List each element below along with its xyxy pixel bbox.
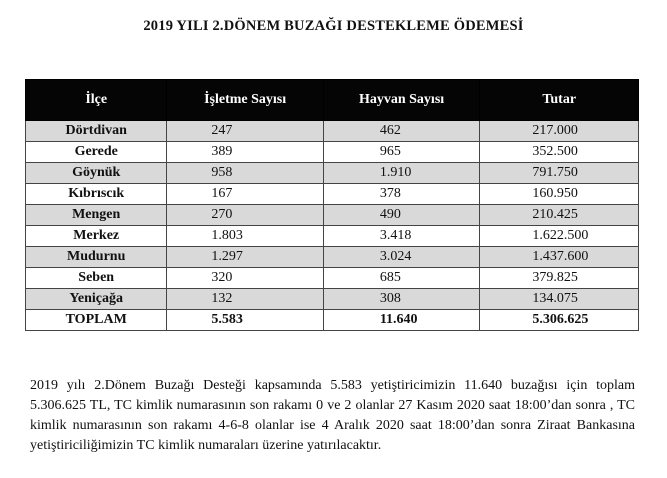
- cell-hayvan: 462: [323, 121, 480, 142]
- payment-table: [25, 79, 639, 331]
- announcement-paragraph: 2019 yılı 2.Dönem Buzağı Desteği kapsamında 5.583 yetiştiricimizin 11.640 buzağısı için toplam 5.306.625 TL, TC kimlik numarasının son rakamı 0 ve 2 olanlar 27 Kasım 2020 saat 18:00’dan sonra , TC kimlik numarasının son rakamı 4-6-8 olanlar ise 4 Aralık 2020 saat 18:00’dan sonra Ziraat Bankasına yetiştiriciliğimizin TC kimlik numaraları üzerine yatırılacaktır.: [30, 378, 635, 453]
- header-isletme-sayisi: İşletme Sayısı: [167, 80, 323, 121]
- cell-hayvan: 3.024: [323, 247, 480, 268]
- cell-tutar: 379.825: [480, 268, 639, 289]
- cell-hayvan: 378: [323, 184, 480, 205]
- cell-tutar: 134.075: [480, 289, 639, 310]
- cell-isletme: 1.803: [167, 226, 323, 247]
- cell-isletme: 247: [167, 121, 323, 142]
- cell-ilce: Mudurnu: [26, 247, 167, 268]
- cell-isletme: 132: [167, 289, 323, 310]
- cell-hayvan: 965: [323, 142, 480, 163]
- table-total-row: [26, 310, 639, 331]
- cell-tutar: 352.500: [480, 142, 639, 163]
- table-row: [26, 226, 639, 247]
- cell-hayvan: 308: [323, 289, 480, 310]
- cell-tutar: 160.950: [480, 184, 639, 205]
- total-hayvan: 11.640: [323, 310, 480, 331]
- cell-isletme: 270: [167, 205, 323, 226]
- cell-tutar: 1.622.500: [480, 226, 639, 247]
- cell-tutar: 791.750: [480, 163, 639, 184]
- cell-ilce: Dörtdivan: [26, 121, 167, 142]
- cell-hayvan: 3.418: [323, 226, 480, 247]
- cell-ilce: Merkez: [26, 226, 167, 247]
- cell-hayvan: 1.910: [323, 163, 480, 184]
- header-hayvan-sayisi: Hayvan Sayısı: [323, 80, 480, 121]
- table-row: [26, 205, 639, 226]
- cell-isletme: 389: [167, 142, 323, 163]
- cell-ilce: Gerede: [26, 142, 167, 163]
- cell-ilce: Mengen: [26, 205, 167, 226]
- cell-ilce: Yeniçağa: [26, 289, 167, 310]
- cell-ilce: Kıbrıscık: [26, 184, 167, 205]
- table-row: [26, 289, 639, 310]
- table-row: [26, 184, 639, 205]
- cell-isletme: 1.297: [167, 247, 323, 268]
- cell-hayvan: 490: [323, 205, 480, 226]
- cell-tutar: 217.000: [480, 121, 639, 142]
- header-ilce: İlçe: [26, 80, 167, 121]
- table-row: [26, 268, 639, 289]
- cell-tutar: 210.425: [480, 205, 639, 226]
- total-label: TOPLAM: [26, 310, 167, 331]
- cell-isletme: 958: [167, 163, 323, 184]
- total-isletme: 5.583: [167, 310, 323, 331]
- total-tutar: 5.306.625: [480, 310, 639, 331]
- cell-isletme: 320: [167, 268, 323, 289]
- cell-ilce: Göynük: [26, 163, 167, 184]
- table-row: [26, 247, 639, 268]
- cell-isletme: 167: [167, 184, 323, 205]
- table-row: [26, 163, 639, 184]
- header-tutar: Tutar: [480, 80, 639, 121]
- cell-tutar: 1.437.600: [480, 247, 639, 268]
- page-title: 2019 YILI 2.DÖNEM BUZAĞI DESTEKLEME ÖDEMESİ: [143, 18, 524, 34]
- table-header-row: [26, 80, 639, 121]
- cell-hayvan: 685: [323, 268, 480, 289]
- table-row: [26, 142, 639, 163]
- cell-ilce: Seben: [26, 268, 167, 289]
- table-row: [26, 121, 639, 142]
